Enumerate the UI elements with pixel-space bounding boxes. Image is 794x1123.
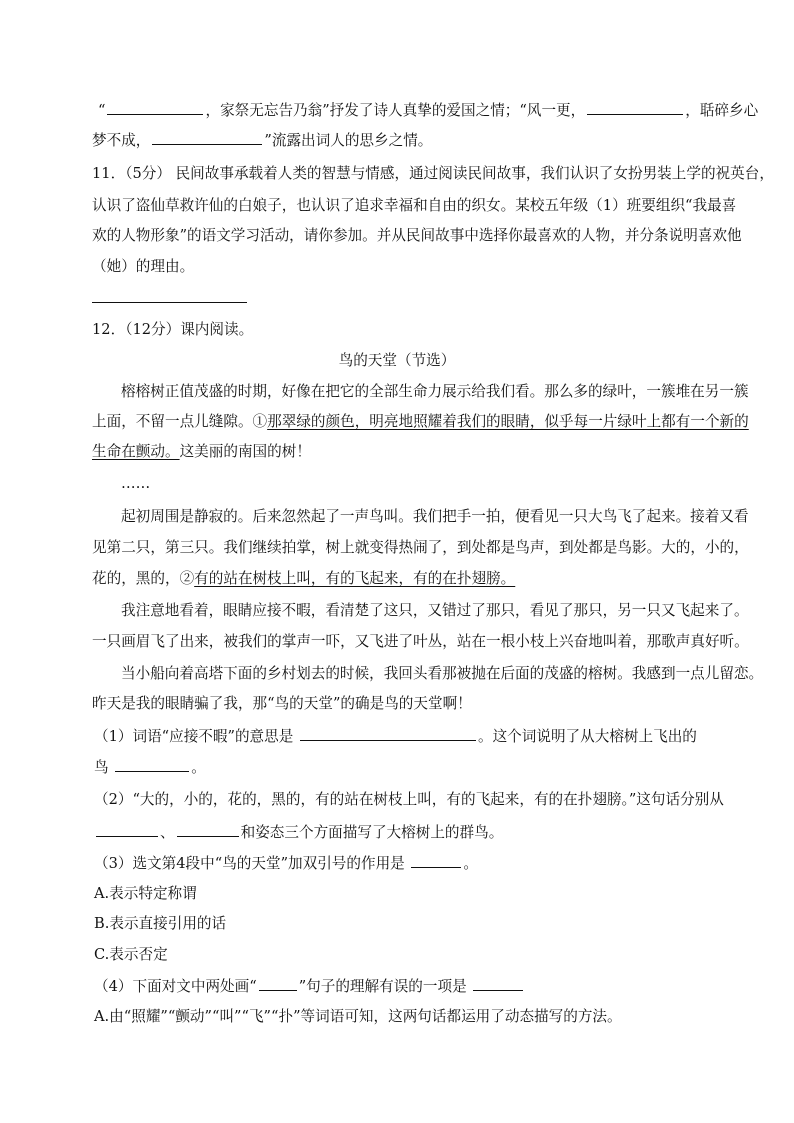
p2-line-3: 花的，黑的，②有的站在树枝上叫，有的飞起来，有的在扑翅膀。 [92,570,516,587]
underlined-sentence-1: 那翠绿的颜色，明亮地照耀着我们的眼睛，似乎每一片绿叶上都有一个新的 [267,413,749,430]
q12-heading: 12．（12分）课内阅读。 [92,321,254,338]
q11-line-3: 欢的人物形象”的语文学习活动，请你参加。并从民间故事中选择你最喜欢的人物，并分条说明喜欢他 [92,227,742,244]
q11-line-1: 11．（5分） 民间故事承载着人类的智慧与情感，通过阅读民间故事，我们认识了女扮男装上学的祝英台， [92,165,774,182]
p1-line-3: 生命在颤动。这美丽的南国的树！ [92,443,311,460]
answer-blank[interactable] [115,757,189,772]
q10-line-1: “ ，家祭无忘告乃翁”抒发了诗人真挚的爱国之情；“风一更， ，聒碎乡心 [98,102,759,119]
underline-sample [259,976,297,991]
p1-line-2: 上面，不留一点儿缝隙。①那翠绿的颜色，明亮地照耀着我们的眼睛，似乎每一片绿叶上都有一个新的 [92,413,749,430]
answer-blank[interactable] [587,100,683,115]
p1-line-1: 榕榕树正值茂盛的时期，好像在把它的全部生命力展示给我们看。那么多的绿叶，一簇堆在另一簇 [121,383,749,400]
answer-blank[interactable] [177,822,239,837]
p2-line-1: 起初周围是静寂的。后来忽然起了一声鸟叫。我们把手一拍，便看见一只大鸟飞了起来。接着又看 [121,508,749,525]
ellipsis: …… [121,475,151,492]
underlined-sentence-1-end: 生命在颤动。 [92,443,180,460]
answer-blank[interactable] [107,100,203,115]
sub-question-4: （4）下面对文中两处画“ ”句子的理解有误的一项是 [94,976,525,997]
answer-blank[interactable] [411,853,461,868]
passage-title: 鸟的天堂（节选） [338,352,456,369]
p3-line-1: 我注意地看着，眼睛应接不暇，看清楚了这只，又错过了那只，看见了那只，另一只又飞起来了。 [121,602,749,619]
underlined-sentence-2: 有的站在树枝上叫，有的飞起来，有的在扑翅膀。 [194,570,516,587]
answer-blank[interactable] [96,822,158,837]
q11-line-4: （她）的理由。 [92,258,195,275]
q10-line-2: 梦不成， ”流露出词人的思乡之情。 [92,132,433,149]
answer-blank[interactable] [473,976,523,991]
sub-question-2-line-2: 、 和姿态三个方面描写了大榕树上的群鸟。 [96,822,503,843]
p2-line-2: 见第二只，第三只。我们继续拍掌，树上就变得热闹了，到处都是鸟声，到处都是鸟影。大的，小的， [92,539,749,556]
answer-blank[interactable] [152,130,262,145]
p4-line-2: 昨天是我的眼睛骗了我，那“鸟的天堂”的确是鸟的天堂啊！ [92,695,472,712]
answer-line[interactable] [92,301,247,303]
p4-line-1: 当小船向着高塔下面的乡村划去的时候，我回头看那被抛在后面的茂盛的榕树。我感到一点儿留恋。 [121,665,764,682]
p3-line-2: 一只画眉飞了出来，被我们的掌声一吓，又飞进了叶丛，站在一根小枝上兴奋地叫着，那歌声真好听。 [92,633,749,650]
sub-question-4-option-a: A.由“照耀”“颤动”“叫”“飞”“扑”等词语可知，这两句话都运用了动态描写的方法。 [94,1008,622,1025]
sub-question-3: （3）选文第4段中“鸟的天堂”加双引号的作用是 。 [94,855,479,872]
answer-blank[interactable] [300,726,476,741]
option-a: A.表示特定称谓 [94,885,197,902]
sub-question-2-line-1: （2）“大的，小的，花的，黑的，有的站在树枝上叫，有的飞起来，有的在扑翅膀。”这句话分别从 [94,791,724,808]
sub-question-1-line-2: 鸟 。 [94,759,206,776]
q11-line-2: 认识了盗仙草救许仙的白娘子，也认识了追求幸福和自由的织女。某校五年级（1）班要组织“我最喜 [92,197,737,214]
option-b: B.表示直接引用的话 [94,915,227,932]
sub-question-1-line-1: （1）词语“应接不暇”的意思是 。这个词说明了从大榕树上飞出的 [94,728,697,745]
option-c: C.表示否定 [94,946,168,963]
